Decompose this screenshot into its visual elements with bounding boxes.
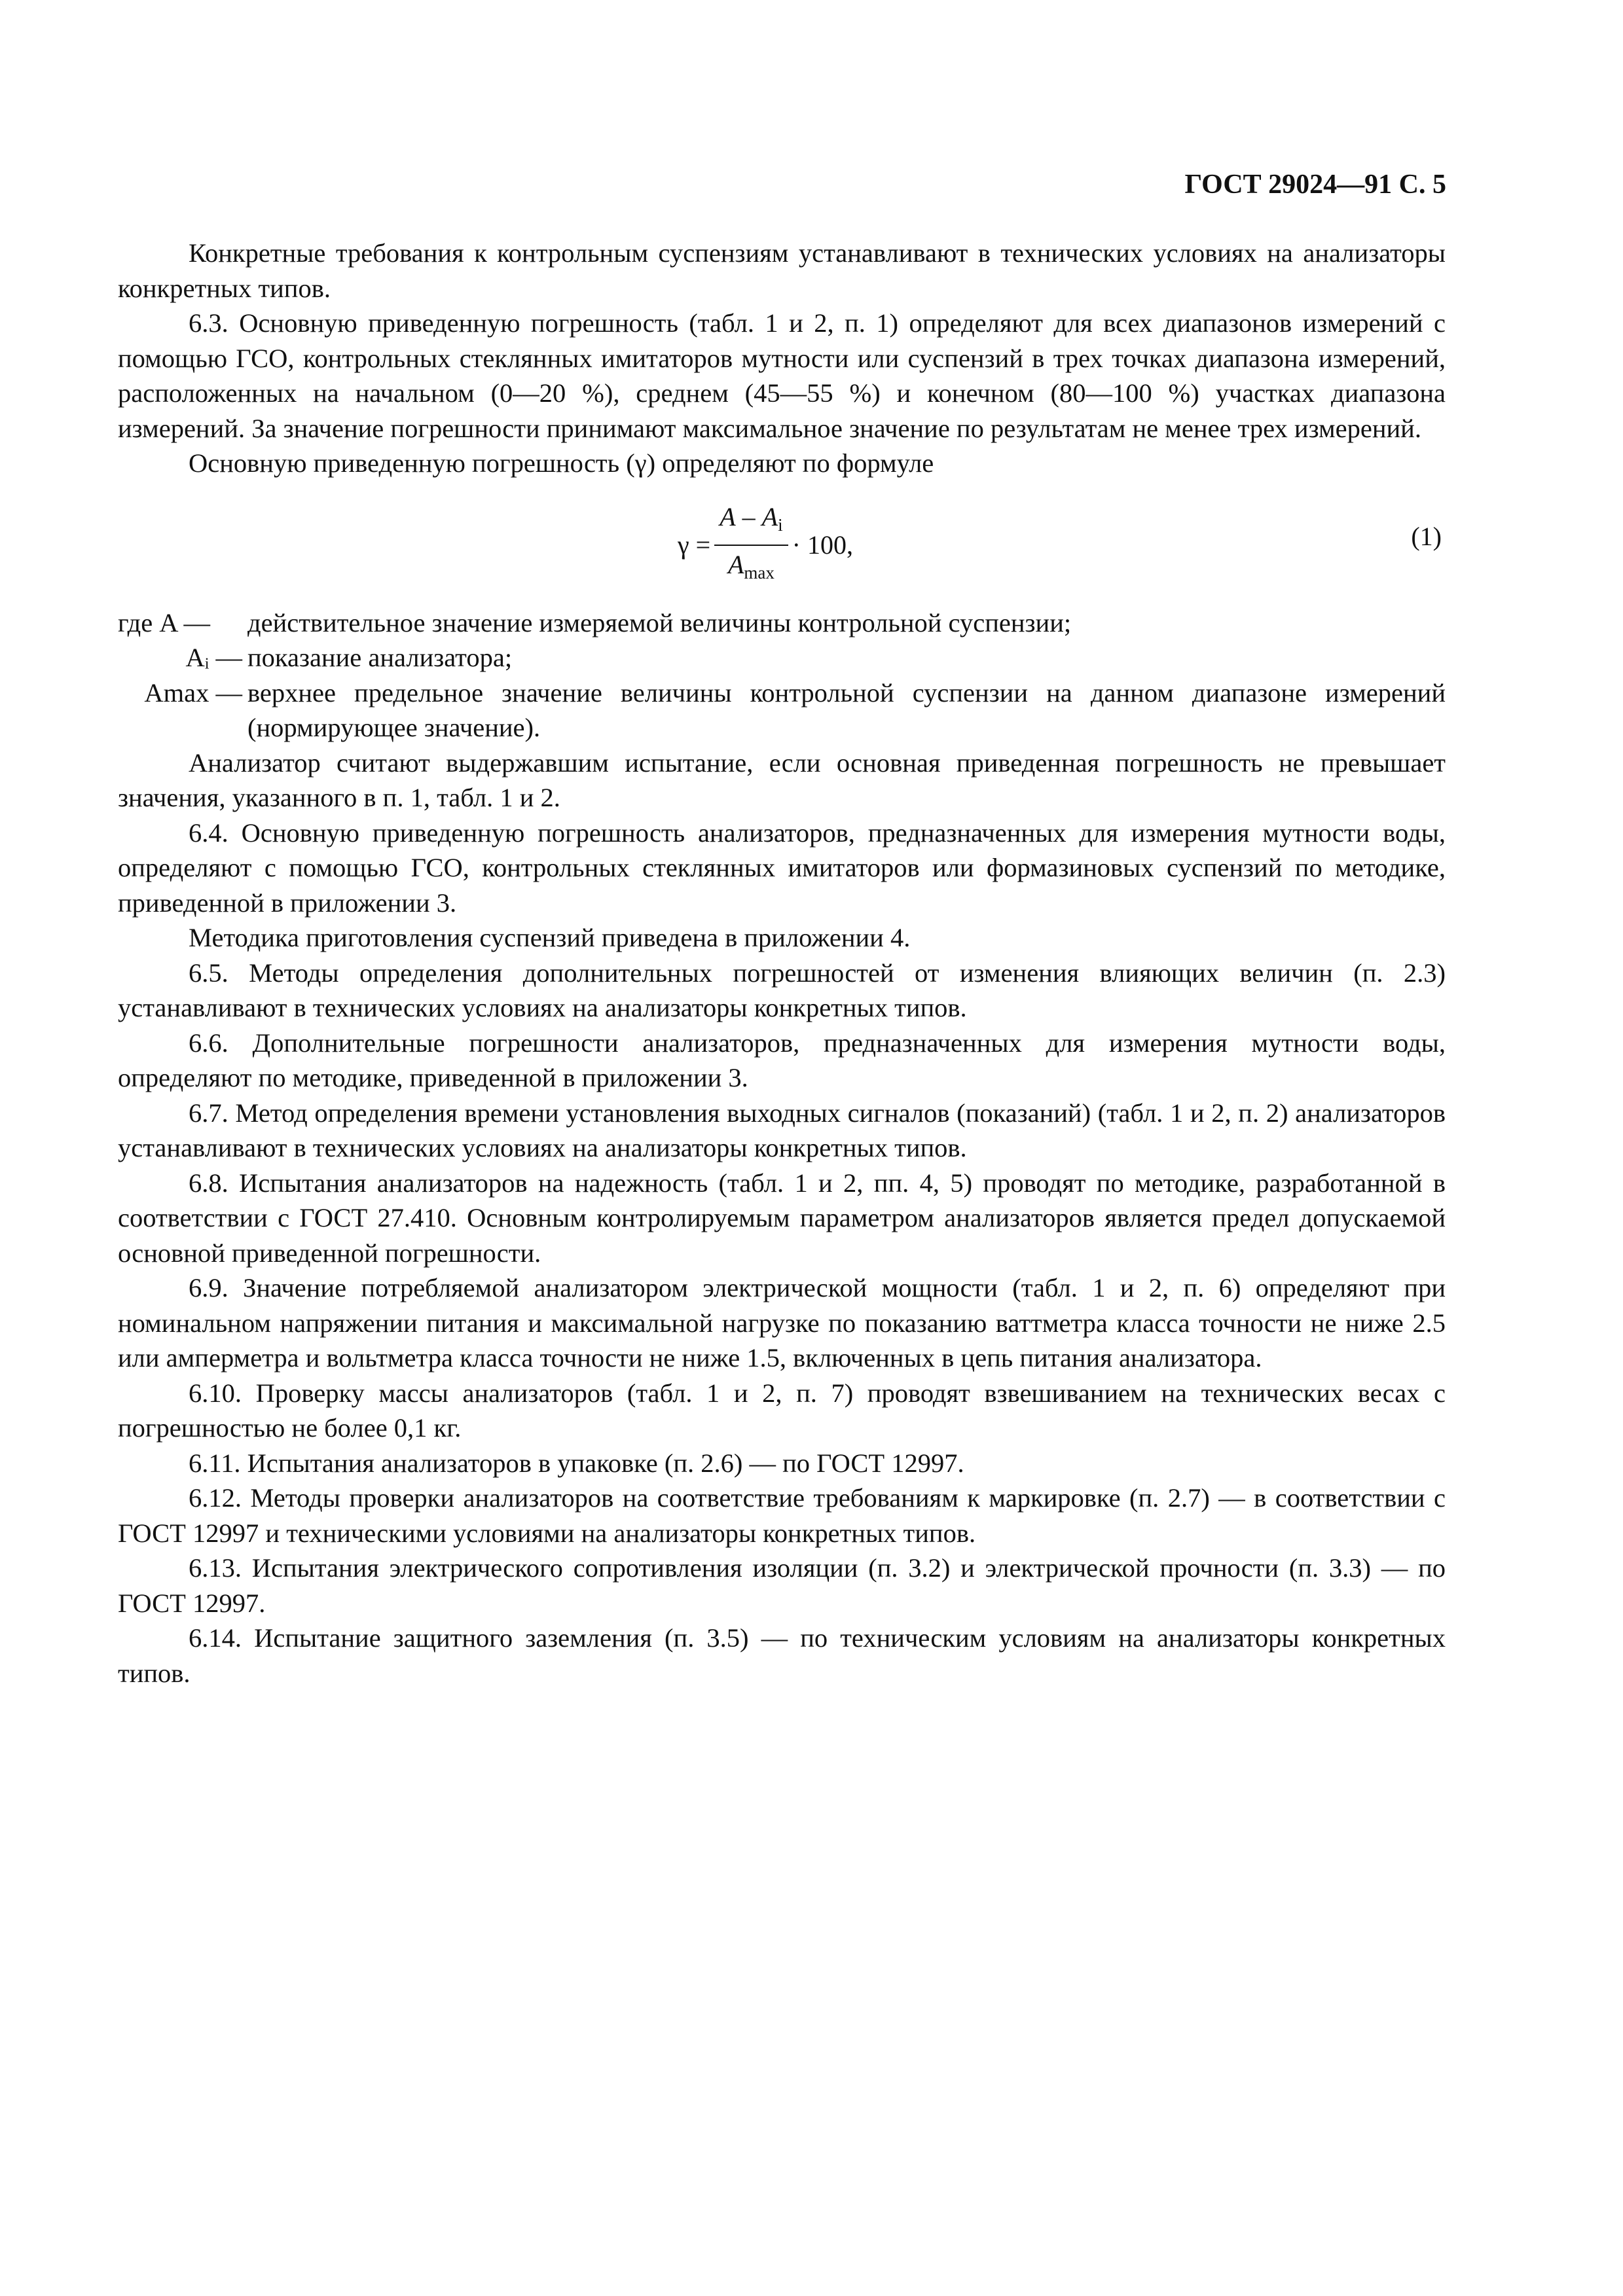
definition-item (118, 640, 1446, 675)
paragraph: 6.5. Методы определения дополнительных погрешностей от изменения влияющих величин (п. 2.3) устанавливают в технических условиях на анализаторы конкретных типов. (118, 958, 1446, 1022)
paragraph: 6.3. Основную приведенную погрешность (табл. 1 и 2, п. 1) определяют для всех диапазонов измерений с помощью ГСО, контрольных стеклянных имитаторов мутности или суспензий в трех точках диапазона измерений, расположенных на начальном (0—20 %), среднем (45—55 %) и конечном (80—100 %) участках диапазона измерений. За значение погрешности принимают максимальное значение по результатам не менее трех измерений. (118, 308, 1446, 443)
formula-tail: · 100, (792, 529, 853, 560)
document-body (118, 236, 1446, 1691)
definition-symbol: где A — (118, 607, 210, 637)
formula-numerator: A – $A_i$ (714, 499, 788, 547)
formula-block (118, 490, 1446, 600)
definition-symbol: Aᵢ — (185, 643, 242, 672)
formula-lhs: γ = (678, 529, 711, 560)
paragraph: 6.11. Испытания анализаторов в упаковке (п. 2.6) — по ГОСТ 12997. (189, 1448, 964, 1478)
definition-text: действительное значение измеряемой величины контрольной суспензии; (247, 607, 1072, 637)
paragraph: 6.7. Метод определения времени установления выходных сигналов (показаний) (табл. 1 и 2, п. 2) анализаторов устанавливают в технических условиях на анализаторы конкретных типов. (118, 1098, 1446, 1162)
paragraph: 6.4. Основную приведенную погрешность анализаторов, предназначенных для измерения мутности воды, определяют с помощью ГСО, контрольных стеклянных имитаторов или формазиновых суспензий по методике, приведенной в приложении 3. (118, 817, 1446, 918)
definition-item (118, 675, 1446, 745)
paragraph: 6.14. Испытание защитного заземления (п. 3.5) — по техническим условиям на анализаторы конкретных типов. (118, 1623, 1446, 1688)
definition-text: показание анализатора; (247, 643, 513, 672)
definition-symbol: Amax — (144, 677, 242, 708)
paragraph: 6.12. Методы проверки анализаторов на соответствие требованиям к маркировке (п. 2.7) — в соответствии с ГОСТ 12997 и техническими условиями на анализаторы конкретных типов. (118, 1483, 1446, 1548)
paragraph: Методика приготовления суспензий приведена в приложении 4. (189, 923, 911, 952)
paragraph: 6.8. Испытания анализаторов на надежность (табл. 1 и 2, пп. 4, 5) проводят по методике, разработанной в соответствии с ГОСТ 27.410. Основным контролируемым параметром анализаторов является предел допускаемой основной приведенной погрешности. (118, 1168, 1446, 1268)
definition-text: верхнее предельное значение величины контрольной суспензии на данном диапазоне измерений (нормирующее значение). (247, 677, 1446, 742)
equation-number: (1) (1411, 521, 1442, 551)
paragraph: Конкретные требования к контрольным суспензиям устанавливают в технических условиях на анализаторы конкретных типов. (118, 238, 1446, 303)
page-header: ГОСТ 29024—91 С. 5 (1184, 170, 1446, 200)
paragraph: 6.9. Значение потребляемой анализатором электрической мощности (табл. 1 и 2, п. 6) определяют при номинальном напряжении питания и максимальной нагрузке по показанию ваттметра класса точности не ниже 2.5 или амперметра и вольтметра класса точности не ниже 1.5, включенных в цепь питания анализатора. (118, 1273, 1446, 1372)
paragraph: 6.6. Дополнительные погрешности анализаторов, предназначенных для измерения мутности воды, определяют по методике, приведенной в приложении 3. (118, 1028, 1446, 1092)
formula-denominator: $A_{max}$ (727, 550, 775, 583)
paragraph: 6.10. Проверку массы анализаторов (табл. 1 и 2, п. 7) проводят взвешиванием на технических весах с погрешностью не более 0,1 кг. (118, 1378, 1446, 1443)
paragraph: Основную приведенную погрешность (γ) определяют по формуле (189, 448, 934, 478)
definition-item (118, 605, 1446, 641)
paragraph: 6.13. Испытания электрического сопротивления изоляции (п. 3.2) и электрической прочности (п. 3.3) — по ГОСТ 12997. (118, 1553, 1446, 1618)
paragraph: Анализатор считают выдержавшим испытание, если основная приведенная погрешность не превышает значения, указанного в п. 1, табл. 1 и 2. (118, 747, 1446, 812)
formula (678, 499, 853, 591)
formula-fraction (714, 499, 788, 591)
